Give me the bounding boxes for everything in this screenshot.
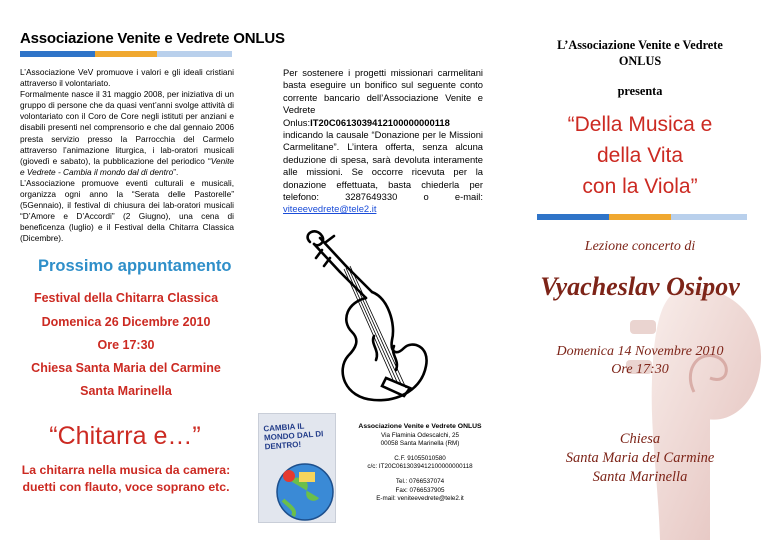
contact-email[interactable]: E-mail: veniteevedrete@tele2.it: [376, 495, 464, 503]
org-title: Associazione Venite e Vedrete ONLUS: [20, 30, 285, 47]
color-rule-right: [537, 214, 747, 220]
event-date: Domenica 26 Dicembre 2010: [41, 315, 211, 329]
contact-cf: C.F. 91055010580: [394, 454, 446, 462]
contact-cc: c/c: IT20C0613039412100000000118: [367, 463, 473, 471]
donation-text: Per sostenere i progetti missionari carmelitani basta eseguire un bonifico sul seguente conto corrente bancario dell’Associazione Venite e Vedrete Onlus:IT20C0613039412100000000118 indicando la causale “Donazione per le Missioni Carmelitane”. L’intera offerta, senza alcuna deduzione di spesa, sarà devoluta interamente alle missioni. Se occorre ricevuta per la donazione effettuata, basta chiederla per telefono: 3287649330 o e-mail: viteeevedrete@tele2.it: [283, 67, 483, 215]
contact-fax: Fax: 0766537905: [395, 486, 445, 494]
concert-date-time: Domenica 14 Novembre 2010 Ore 17:30: [556, 344, 724, 377]
viola-scroll-image: [560, 260, 768, 540]
email-link[interactable]: viteeevedrete@tele2.it: [283, 203, 377, 215]
contact-street: Via Flaminia Odescalchi, 25: [381, 431, 459, 439]
concert-subtitle: La chitarra nella musica da camera: duetti con flauto, voce soprano etc.: [21, 463, 231, 494]
next-appointment-title: Prossimo appuntamento: [38, 257, 232, 275]
contact-city: 00058 Santa Marinella (RM): [380, 440, 460, 448]
magazine-cover-image: [258, 413, 336, 523]
intro-text: [20, 67, 234, 245]
contact-info: [351, 423, 489, 504]
intro-paragraph-2: Formalmente nasce il 31 maggio 2008, per iniziativa di un gruppo di persone che da quasi vent’anni svolge attività di volontariato con il Coro de Core negli istituti per anziani e disabili presenti nel comprensorio e che dal gennaio 2006 presta servizio presso la Parrocchia del Carmelo attraverso l’animazione liturgica, i lab-oratori musicali (giovedì e sabato), la pubblicazione del periodico “Venite e Vedrete - Cambia il mondo dal di dentro”.: [20, 89, 234, 177]
concert-venue: Chiesa Santa Maria del Carmine Santa Marinella: [565, 431, 715, 485]
intro-paragraph-1: L’Associazione VeV promuove i valori e gli ideali cristiani attraverso il volontariato.: [20, 67, 234, 89]
contact-tel: Tel.: 0766537074: [395, 477, 445, 485]
event-time: Ore 17:30: [97, 338, 155, 352]
presenter-org: L’Associazione Venite e Vedrete ONLUS: [557, 38, 723, 68]
performer-name: Vyacheslav Osipov: [540, 272, 740, 301]
magazine-cover-title: CAMBIA IL MONDO DAL DI DENTRO!: [263, 421, 324, 452]
globe-illustration: [259, 414, 336, 523]
violin-drawing: [300, 228, 450, 408]
presenta-label: presenta: [617, 84, 663, 98]
contact-org: Associazione Venite e Vedrete ONLUS: [358, 423, 482, 430]
lesson-label: Lezione concerto di: [584, 239, 696, 254]
iban: IT20C0613039412100000000118: [310, 116, 450, 128]
event-name: Festival della Chitarra Classica: [33, 291, 219, 305]
concert-title: “Chitarra e…”: [49, 422, 201, 450]
color-rule: [20, 51, 232, 57]
intro-paragraph-3: L’Associazione promuove eventi culturali e musicali, organizza ogni anno la “Serata delle Pastorelle” (5Gennaio), il festival di chiusura dei lab-oratori musicali “D’Amore e D’Accordi” (2 Giugno), una cena di beneficenza (luglio) e il Festival della Chitarra Classica (Dicembre).: [20, 177, 234, 244]
main-title: “Della Musica e della Vita con la Viola”: [567, 113, 713, 198]
event-place: Chiesa Santa Maria del Carmine: [31, 361, 221, 375]
event-city: Santa Marinella: [80, 384, 172, 398]
